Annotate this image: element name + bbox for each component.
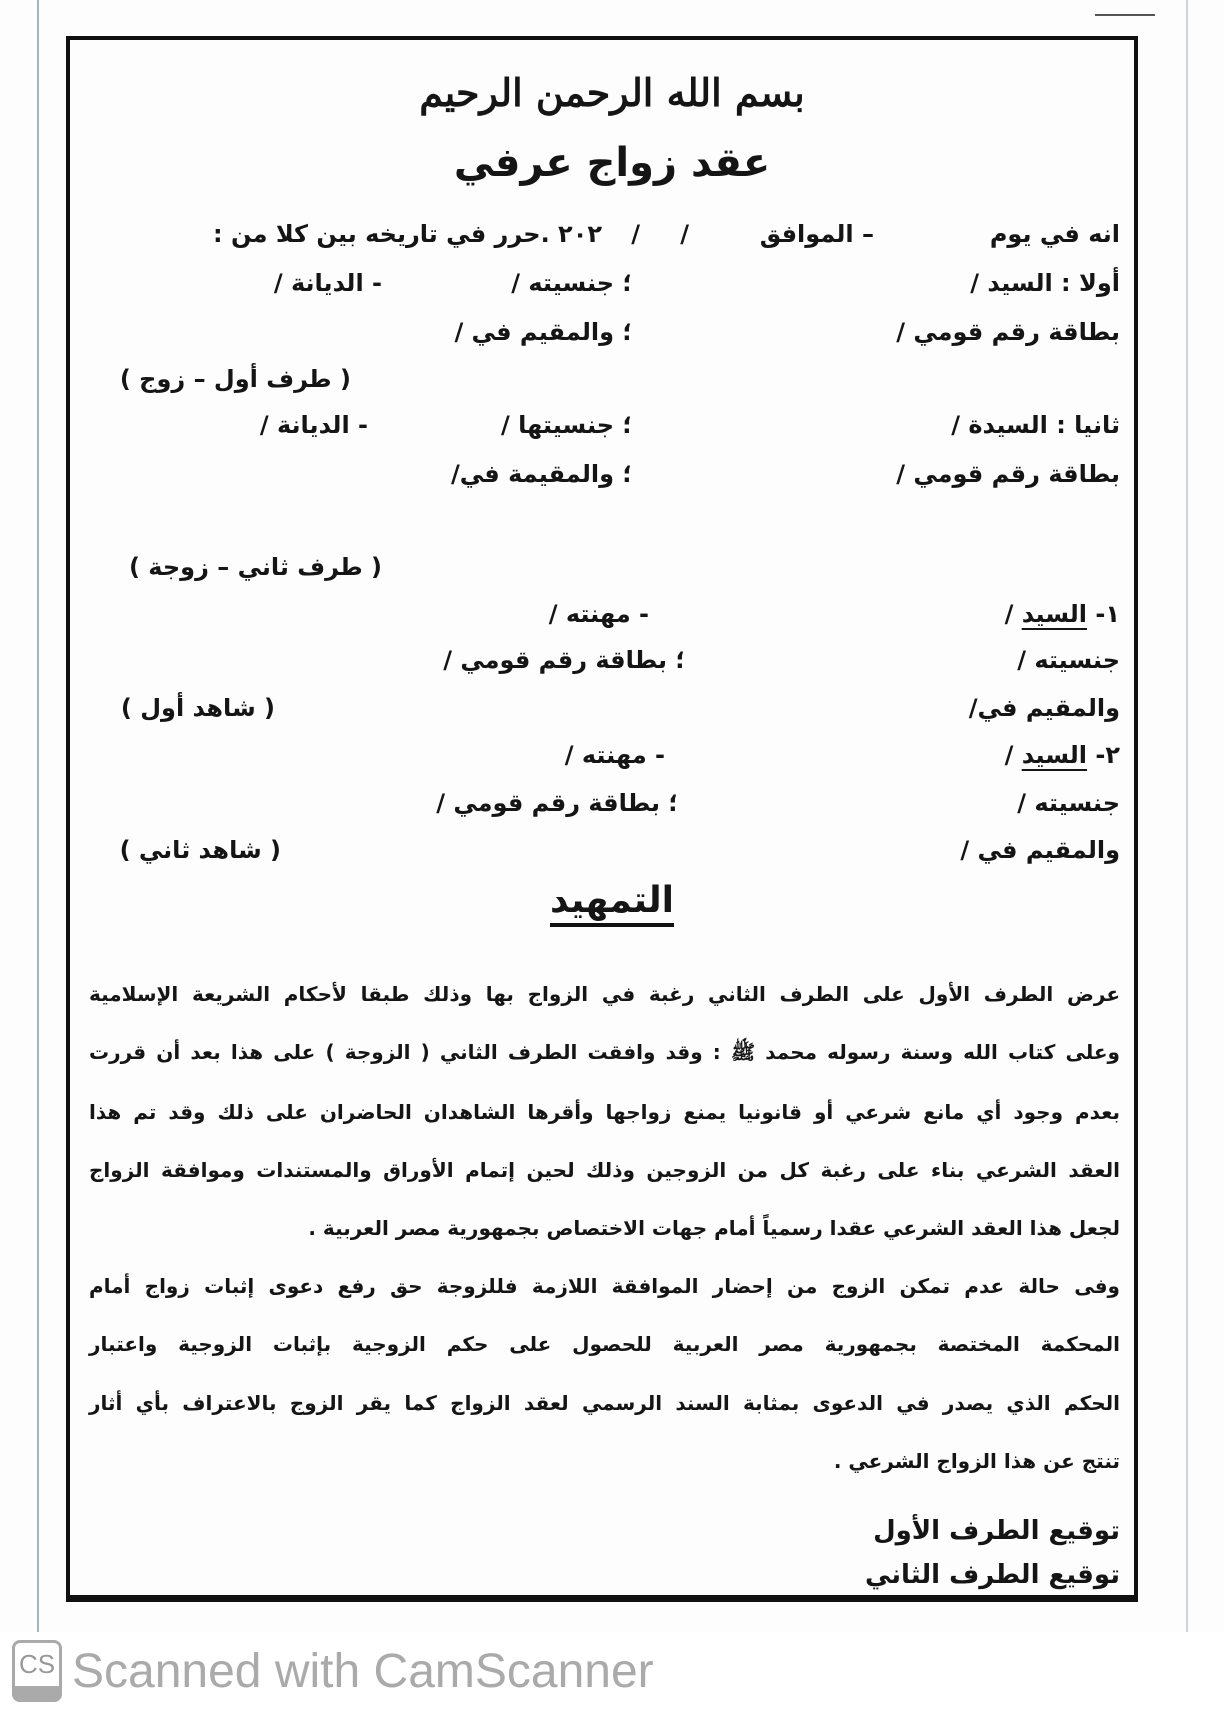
first-party-name: أولا : السيد /: [970, 269, 1120, 297]
first-party-id-card: بطاقة رقم قومي /: [896, 318, 1120, 346]
witness-2-name: ٢- السيد /: [1004, 741, 1120, 769]
first-party-nationality: ؛ جنسيته /: [511, 269, 632, 297]
preamble-heading: [0, 880, 1224, 921]
witness-1-id-card: ؛ بطاقة رقم قومي /: [443, 646, 685, 674]
witness-1-residence: والمقيم في/: [968, 694, 1120, 722]
first-party-role: ( طرف أول – زوج ): [119, 365, 351, 393]
first-party-signature-label: توقيع الطرف الأول: [873, 1516, 1120, 1546]
date-slash: /: [680, 220, 689, 248]
second-party-residence: ؛ والمقيمة في/: [450, 460, 632, 488]
witness-2-profession: - مهنته /: [564, 741, 665, 769]
witness-1-role: ( شاهد أول ): [120, 694, 275, 722]
witness-2-residence: والمقيم في /: [960, 836, 1120, 864]
camscanner-logo-text: CS: [18, 1649, 56, 1679]
preamble-line: عرض الطرف الأول على الطرف الثاني رغبة في الزواج بها وذلك طبقا لأحكام الشريعة الإسلامية: [89, 982, 1120, 1006]
preamble-line: تنتج عن هذا الزواج الشرعي .: [833, 1449, 1120, 1473]
second-party-signature-label: توقيع الطرف الثاني: [864, 1560, 1120, 1590]
second-party-id-card: بطاقة رقم قومي /: [896, 460, 1120, 488]
basmala: بسم الله الرحمن الرحيم: [419, 70, 805, 115]
page-edge-left: [37, 0, 39, 1632]
page-edge-right: [1186, 0, 1188, 1632]
preamble-line: بعدم وجود أي مانع شرعي أو قانونيا يمنع زواجها وأقرها الشاهدان الحاضران على ذلك وقد تم هذا: [89, 1100, 1120, 1124]
second-party-religion: - الديانة /: [259, 411, 368, 439]
preamble-line: وعلى كتاب الله وسنة رسوله محمد ﷺ : وقد وافقت الطرف الثاني ( الزوجة ) على هذا بعد أن قررت: [89, 1040, 1120, 1064]
preamble-line: لجعل هذا العقد الشرعي عقدا رسمياً أمام جهات الاختصاص بجمهورية مصر العربية .: [308, 1216, 1120, 1240]
witness-2-nationality: جنسيته /: [1017, 789, 1120, 817]
witness-1-name: ١- السيد /: [1004, 600, 1120, 628]
camscanner-watermark: [12, 1640, 654, 1702]
witness-2-id-card: ؛ بطاقة رقم قومي /: [436, 789, 678, 817]
second-party-name: ثانيا : السيدة /: [951, 411, 1120, 439]
document-title: عقد زواج عرفي: [453, 140, 771, 186]
camscanner-logo-icon: [12, 1640, 62, 1702]
preamble-line: وفى حالة عدم تمكن الزوج من إحضار الموافقة اللازمة فللزوجة حق رفع دعوى إثبات زواج أمام: [89, 1274, 1120, 1298]
date-slash: /: [631, 220, 640, 248]
witness-1-nationality: جنسيته /: [1017, 646, 1120, 674]
second-party-role: ( طرف ثاني – زوجة ): [128, 553, 382, 581]
intro-corresponding: – الموافق: [759, 220, 874, 248]
watermark-text: Scanned with CamScanner: [72, 1644, 654, 1698]
scan-mark: [1095, 14, 1155, 16]
preamble-line: المحكمة المختصة بجمهورية مصر العربية للحصول على حكم الزوجية بإثبات الزوجية واعتبار: [89, 1332, 1120, 1356]
first-party-religion: - الديانة /: [273, 269, 382, 297]
preamble-heading-text: التمهيد: [550, 880, 674, 927]
witness-1-profession: - مهنته /: [548, 600, 649, 628]
second-party-nationality: ؛ جنسيتها /: [500, 411, 632, 439]
intro-year-text: ٢٠٢ .حرر في تاريخه بين كلا من :: [213, 220, 602, 248]
witness-2-role: ( شاهد ثاني ): [119, 836, 281, 864]
intro-day: انه في يوم: [989, 220, 1120, 248]
preamble-line: الحكم الذي يصدر في الدعوى بمثابة السند الرسمي لعقد الزواج كما يقر الزوج بالاعتراف بأي أثار: [89, 1391, 1120, 1415]
first-party-residence: ؛ والمقيم في /: [454, 318, 632, 346]
preamble-line: العقد الشرعي بناء على رغبة كل من الزوجين وذلك لحين إتمام الأوراق والمستندات وموافقة الزواج: [89, 1158, 1120, 1182]
